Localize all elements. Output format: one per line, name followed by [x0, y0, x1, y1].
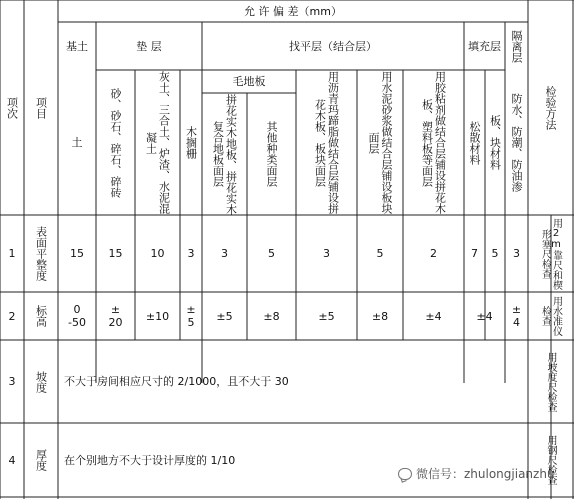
col-joist: 木搁栅 [184, 126, 198, 159]
row2-val-0: 0 -50 [68, 303, 86, 329]
watermark [398, 465, 555, 482]
row1-no: 1 [8, 247, 16, 260]
row2-val-2: ±10 [145, 309, 170, 323]
row2-val-5: ±8 [263, 309, 280, 323]
col-lime: 灰土、三合土、炉渣、水泥混凝土 [144, 71, 171, 214]
row1-val-5: 5 [268, 247, 275, 260]
row1-val-2: 10 [150, 247, 165, 260]
row3-name: 坡度 [34, 370, 48, 393]
row1-method: 用2m靠尺和楔形塞尺检查 [539, 217, 562, 290]
col-board: 板、块材料 [488, 115, 502, 170]
inspection-method-header: 检验方法 [544, 85, 557, 130]
wood-floor-header: 毛地板 [232, 75, 266, 88]
item-header: 项目 [34, 96, 48, 119]
watermark-text: 微信号：zhulongjianzhu [416, 467, 555, 481]
cushion-header: 垫 层 [136, 39, 162, 53]
row4-method: 用钢尺检查 [545, 435, 556, 485]
item-no-header: 项次 [5, 96, 19, 119]
col-sand: 砂、砂石、碎石、碎砖 [109, 87, 122, 198]
col-adhesive: 用胶粘剂做结合层铺设拼花木板、塑料板等面层 [420, 71, 447, 214]
row1-val-0: 15 [70, 247, 84, 260]
row3-no: 3 [8, 375, 16, 388]
chat-bubble-icon [398, 468, 412, 480]
col-loose: 松散材料 [468, 120, 481, 165]
row2-val-6: ±5 [318, 309, 335, 323]
row1-name: 表面平整度 [34, 226, 48, 281]
row2-val-7: ±8 [371, 309, 389, 323]
row2-val-8: ±4 [425, 309, 442, 323]
row1-val-9: 7 [471, 247, 478, 260]
col-waterproof: 防水、防潮、防油渗 [510, 93, 523, 192]
col-cement: 用水泥砂浆做结合层铺设板块面层 [367, 71, 393, 214]
row2-name: 标高 [34, 305, 48, 327]
row1-val-11: 3 [513, 247, 520, 260]
col-asphalt: 用沥青玛蹄脂做结合层铺设拼花木板、板块面层 [313, 71, 340, 214]
allowable-deviation-header: 允 许 偏 差（mm） [244, 4, 342, 18]
fill-header: 填充层 [468, 39, 501, 53]
row3-text: 不大于房间相应尺寸的 2/1000，且不大于 30 [64, 375, 289, 388]
row2-val-9: ±4 [476, 309, 493, 323]
row3-method: 用坡度尺检查 [545, 351, 556, 412]
row4-name: 厚度 [34, 449, 48, 471]
col-other: 其他种类面层 [265, 121, 278, 187]
base-soil-header: 基土 [66, 39, 88, 53]
row1-val-8: 2 [430, 247, 437, 260]
row1-val-6: 3 [323, 247, 330, 260]
col-parquet: 拼花实木地板、拼花实木复合地板面层 [211, 93, 238, 215]
row1-val-10: 5 [491, 247, 499, 260]
row1-val-3: 3 [187, 247, 195, 260]
isolation-header: 隔离层 [510, 29, 523, 63]
row1-val-7: 5 [376, 247, 384, 260]
row1-val-4: 3 [221, 247, 228, 260]
row1-val-1: 15 [108, 247, 123, 260]
col-soil: 土 [71, 136, 83, 149]
row4-text: 在个别地方不大于设计厚度的 1/10 [64, 453, 236, 467]
row4-no: 4 [8, 453, 16, 467]
row2-val-3: ± 5 [186, 303, 196, 329]
leveling-header: 找平层（结合层） [289, 39, 377, 53]
row2-val-11: ± 4 [511, 303, 522, 329]
row2-val-4: ±5 [216, 309, 233, 323]
row2-method: 用水准仪检查 [539, 296, 562, 336]
row2-no: 2 [8, 309, 16, 323]
row2-val-1: ± 20 [108, 303, 123, 329]
